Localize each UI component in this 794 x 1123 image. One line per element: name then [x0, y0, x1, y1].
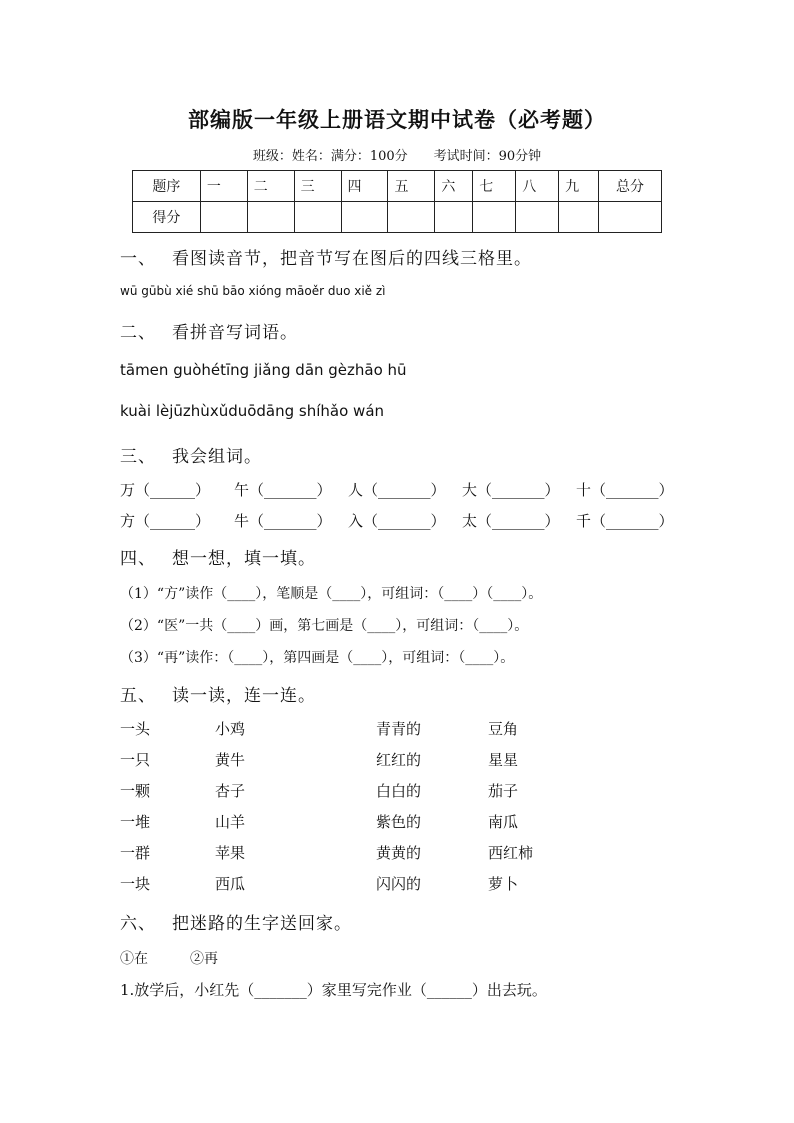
match-item[interactable]: 紫色的	[376, 813, 422, 831]
word-blank[interactable]: 牛（_______）	[234, 512, 332, 530]
character-options: ①在 ②再	[120, 951, 218, 967]
word-blank[interactable]: 入（_______）	[348, 512, 446, 530]
score-input-cell[interactable]	[200, 202, 247, 233]
section-2-pinyin-line-1: tāmen guòhétīng jiǎng dān gèzhāo hū	[120, 361, 407, 379]
score-header-cell: 九	[559, 171, 599, 202]
word-group-row-1	[120, 479, 674, 500]
word-blank[interactable]: 大（_______）	[462, 481, 560, 499]
word-group-row-2	[120, 510, 674, 531]
section-number: 一、	[120, 249, 156, 269]
section-instruction: 看图读音节，把音节写在图后的四线三格里。	[172, 249, 532, 269]
section-instruction: 读一读，连一连。	[172, 686, 316, 706]
section-number: 六、	[120, 914, 156, 934]
score-input-cell[interactable]	[516, 202, 559, 233]
section-4-heading	[120, 544, 316, 569]
word-blank[interactable]: 十（_______）	[576, 481, 674, 499]
match-item[interactable]: 红红的	[376, 751, 422, 769]
exam-info: 班级：姓名：满分：100分 考试时间：90分钟	[252, 149, 542, 164]
section-2-pinyin-line-2: kuài lèjūzhùxǔduōdāng shíhǎo wán	[120, 402, 385, 420]
match-item[interactable]: 西瓜	[215, 875, 246, 893]
match-item[interactable]: 黄黄的	[376, 844, 422, 862]
score-header-cell: 题序	[133, 171, 201, 202]
match-item[interactable]: 萝卜	[488, 875, 519, 893]
match-item[interactable]: 一颗	[120, 782, 151, 800]
section-instruction: 看拼音写词语。	[172, 323, 298, 343]
section-1-heading	[120, 244, 532, 269]
fill-question-1[interactable]: （1）“方”读作（____），笔顺是（____），可组词：（____）（____）。	[120, 586, 543, 602]
section-number: 四、	[120, 549, 156, 569]
score-table-header-row	[133, 171, 662, 202]
match-item[interactable]: 黄牛	[215, 751, 246, 769]
section-1-pinyin: wū gūbù xié shū bāo xióng māoěr duo xiě zì	[120, 284, 386, 298]
page-title: 部编版一年级上册语文期中试卷（必考题）	[188, 107, 606, 132]
section-number: 五、	[120, 686, 156, 706]
score-header-cell: 八	[516, 171, 559, 202]
score-table-score-row	[133, 202, 662, 233]
score-input-cell[interactable]	[473, 202, 516, 233]
score-input-cell[interactable]	[341, 202, 388, 233]
fill-sentence-1[interactable]: 1.放学后，小红先（_______）家里写完作业（______）出去玩。	[120, 981, 547, 999]
score-header-cell: 五	[388, 171, 435, 202]
match-item[interactable]: 一群	[120, 844, 151, 862]
word-blank[interactable]: 万（______）	[120, 481, 211, 499]
match-item[interactable]: 小鸡	[215, 720, 246, 738]
score-header-cell: 七	[473, 171, 516, 202]
score-input-cell[interactable]	[247, 202, 294, 233]
match-item[interactable]: 青青的	[376, 720, 422, 738]
section-2-heading	[120, 318, 298, 343]
match-item[interactable]: 豆角	[488, 720, 519, 738]
score-input-cell[interactable]	[435, 202, 473, 233]
score-input-cell[interactable]	[388, 202, 435, 233]
match-item[interactable]: 山羊	[215, 813, 246, 831]
match-item[interactable]: 杏子	[215, 782, 246, 800]
word-blank[interactable]: 人（_______）	[348, 481, 446, 499]
section-instruction: 想一想，填一填。	[172, 549, 316, 569]
section-instruction: 我会组词。	[172, 447, 262, 467]
match-item[interactable]: 茄子	[488, 782, 519, 800]
word-blank[interactable]: 太（_______）	[462, 512, 560, 530]
match-item[interactable]: 苹果	[215, 844, 246, 862]
match-item[interactable]: 南瓜	[488, 813, 519, 831]
score-row-label: 得分	[133, 202, 201, 233]
match-item[interactable]: 星星	[488, 751, 519, 769]
section-number: 三、	[120, 447, 156, 467]
score-input-cell[interactable]	[294, 202, 341, 233]
word-blank[interactable]: 千（_______）	[576, 512, 674, 530]
match-item[interactable]: 一堆	[120, 813, 151, 831]
word-blank[interactable]: 午（_______）	[234, 481, 332, 499]
match-item[interactable]: 一块	[120, 875, 151, 893]
match-item[interactable]: 白白的	[376, 782, 422, 800]
section-instruction: 把迷路的生字送回家。	[172, 914, 352, 934]
section-5-heading	[120, 681, 316, 706]
section-3-heading	[120, 442, 262, 467]
fill-question-2[interactable]: （2）“医”一共（____）画，第七画是（____），可组词：（____）。	[120, 618, 529, 634]
fill-question-3[interactable]: （3）“再”读作：（____），第四画是（____），可组词：（____）。	[120, 650, 515, 666]
score-input-cell[interactable]	[599, 202, 662, 233]
score-header-cell: 二	[247, 171, 294, 202]
score-header-cell: 一	[200, 171, 247, 202]
score-table	[132, 170, 662, 233]
match-item[interactable]: 一头	[120, 720, 151, 738]
score-header-cell: 四	[341, 171, 388, 202]
word-blank[interactable]: 方（______）	[120, 512, 211, 530]
section-number: 二、	[120, 323, 156, 343]
section-6-heading	[120, 909, 352, 934]
match-item[interactable]: 闪闪的	[376, 875, 422, 893]
score-header-cell: 六	[435, 171, 473, 202]
score-input-cell[interactable]	[559, 202, 599, 233]
match-item[interactable]: 西红柿	[488, 844, 534, 862]
match-item[interactable]: 一只	[120, 751, 151, 769]
score-header-cell: 三	[294, 171, 341, 202]
score-header-cell: 总分	[599, 171, 662, 202]
